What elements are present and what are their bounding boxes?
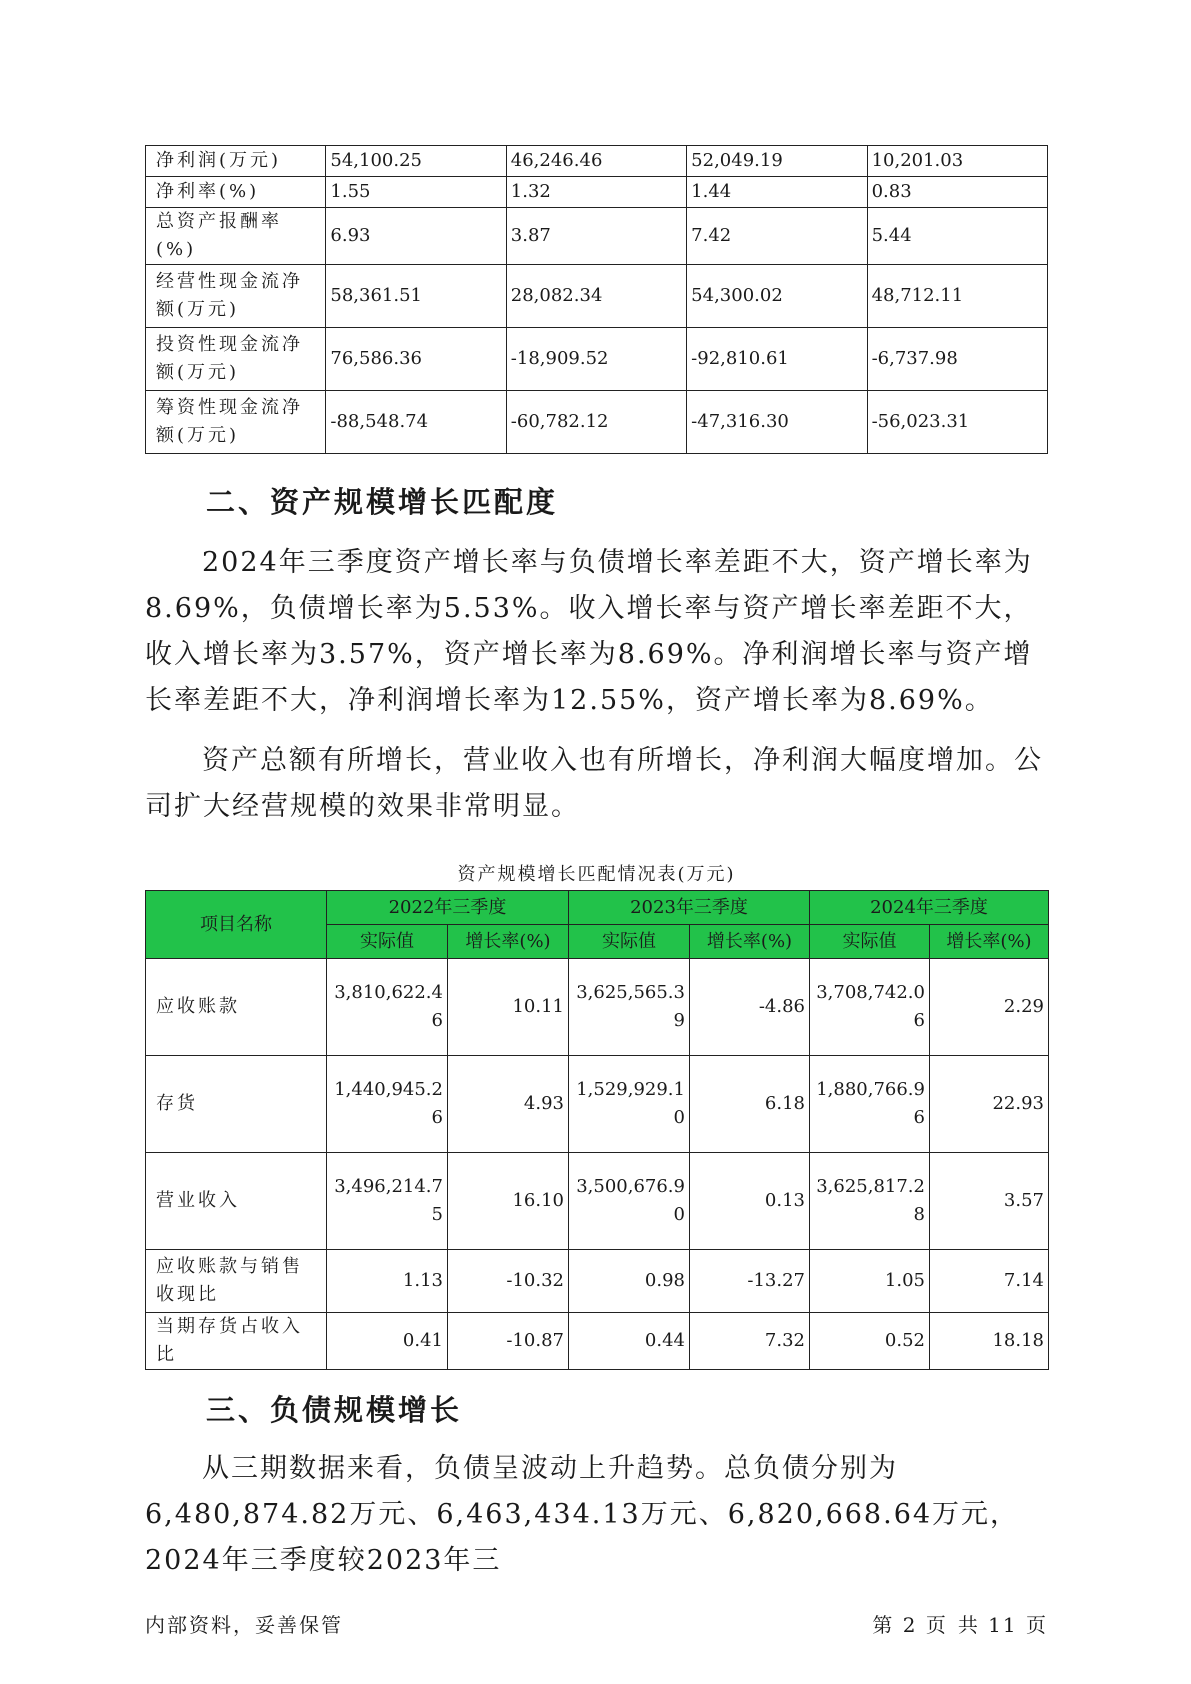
- cell-value: [569, 959, 690, 1056]
- cell-value-line: 6: [431, 1107, 443, 1128]
- cell-value-line: 6: [913, 1107, 925, 1128]
- table-row: [146, 265, 1048, 328]
- column-header: 实际值: [810, 925, 930, 959]
- cell-value: [810, 1056, 930, 1153]
- cell-value: 0.83: [867, 177, 1047, 208]
- cell-value: 22.93: [930, 1056, 1049, 1153]
- column-header: 增长率(%): [690, 925, 810, 959]
- cell-value: [569, 1153, 690, 1250]
- cell-value: [327, 1056, 448, 1153]
- asset-growth-match-table: [145, 890, 1049, 1370]
- cell-value: 5.44: [867, 208, 1047, 265]
- cell-value: 48,712.11: [867, 265, 1047, 328]
- row-label: 经营性现金流净额(万元): [146, 265, 326, 328]
- body-paragraph: 2024年三季度资产增长率与负债增长率差距不大，资产增长率为8.69%，负债增长率为5.53%。收入增长率与资产增长率差距不大，收入增长率为3.57%，资产增长率为8.69%。净利润增长率与资产增长率差距不大，净利润增长率为12.55%，资产增长率为8.69%。: [145, 547, 1033, 716]
- cell-value: -4.86: [690, 959, 810, 1056]
- cell-value: -10.87: [448, 1313, 569, 1370]
- cell-value-line: 0: [673, 1204, 685, 1225]
- column-header: 2023年三季度: [569, 891, 810, 925]
- cell-value-line: 9: [673, 1010, 685, 1031]
- table-caption: 资产规模增长匹配情况表(万元): [457, 864, 736, 885]
- cell-value-line: 3,625,817.2: [816, 1176, 925, 1197]
- cell-value: 6.18: [690, 1056, 810, 1153]
- row-label: 应收账款与销售收现比: [146, 1250, 327, 1313]
- cell-value: 0.52: [810, 1313, 930, 1370]
- row-label: 应收账款: [146, 959, 327, 1056]
- table-row: [146, 328, 1048, 391]
- cell-value: 0.98: [569, 1250, 690, 1313]
- page-number: [862, 1609, 1048, 1638]
- cell-value: -60,782.12: [506, 391, 686, 454]
- table-row: [146, 1250, 1049, 1313]
- confidential-note: 内部资料，妥善保管: [145, 1613, 343, 1637]
- cell-value: 10,201.03: [867, 146, 1047, 177]
- column-header: 2024年三季度: [810, 891, 1049, 925]
- cell-value: 28,082.34: [506, 265, 686, 328]
- cell-value: 18.18: [930, 1313, 1049, 1370]
- row-label: 投资性现金流净额(万元): [146, 328, 326, 391]
- cell-value-line: 5: [431, 1204, 443, 1225]
- cell-value: 1.05: [810, 1250, 930, 1313]
- cell-value-line: 8: [913, 1204, 925, 1225]
- cell-value: 58,361.51: [326, 265, 506, 328]
- cell-value-line: 1,440,945.2: [334, 1079, 443, 1100]
- cell-value: 7.32: [690, 1313, 810, 1370]
- column-header: 项目名称: [146, 891, 327, 959]
- row-label: 总资产报酬率(%): [146, 208, 326, 265]
- cell-value-line: 6: [431, 1010, 443, 1031]
- cell-value: 0.41: [327, 1313, 448, 1370]
- financial-summary-table: [145, 145, 1048, 454]
- row-label: 营业收入: [146, 1153, 327, 1250]
- page-total: 共 11 页: [957, 1613, 1048, 1637]
- cell-value: -18,909.52: [506, 328, 686, 391]
- table-row: [146, 391, 1048, 454]
- row-label: 净利润(万元): [146, 146, 326, 177]
- cell-value: 3.57: [930, 1153, 1049, 1250]
- cell-value: [569, 1056, 690, 1153]
- cell-value-line: 3,500,676.9: [576, 1176, 685, 1197]
- cell-value: 1.13: [327, 1250, 448, 1313]
- cell-value: 4.93: [448, 1056, 569, 1153]
- cell-value-line: 3,810,622.4: [334, 982, 443, 1003]
- cell-value: 2.29: [930, 959, 1049, 1056]
- cell-value: -56,023.31: [867, 391, 1047, 454]
- cell-value-line: 0: [673, 1107, 685, 1128]
- table-row: [146, 959, 1049, 1056]
- body-paragraph: 资产总额有所增长，营业收入也有所增长，净利润大幅度增加。公司扩大经营规模的效果非常明显。: [145, 745, 1043, 822]
- column-header: 增长率(%): [448, 925, 569, 959]
- page-current: 第 2 页: [872, 1613, 948, 1637]
- section-heading: 三、负债规模增长: [206, 1393, 463, 1427]
- cell-value: 76,586.36: [326, 328, 506, 391]
- cell-value: 54,100.25: [326, 146, 506, 177]
- cell-value: 7.42: [687, 208, 867, 265]
- row-label: 当期存货占收入比: [146, 1313, 327, 1370]
- cell-value: 1.44: [687, 177, 867, 208]
- cell-value-line: 3,625,565.3: [576, 982, 685, 1003]
- cell-value: 54,300.02: [687, 265, 867, 328]
- row-label: 净利率(%): [146, 177, 326, 208]
- table-row: [146, 1313, 1049, 1370]
- cell-value: 1.32: [506, 177, 686, 208]
- column-header: 实际值: [327, 925, 448, 959]
- cell-value: -88,548.74: [326, 391, 506, 454]
- table-header-row: [146, 891, 1049, 925]
- table-row: [146, 208, 1048, 265]
- table-row: [146, 1153, 1049, 1250]
- column-header: 增长率(%): [930, 925, 1049, 959]
- cell-value: 1.55: [326, 177, 506, 208]
- cell-value: -6,737.98: [867, 328, 1047, 391]
- cell-value: 6.93: [326, 208, 506, 265]
- cell-value: -13.27: [690, 1250, 810, 1313]
- body-paragraph: 从三期数据来看，负债呈波动上升趋势。总负债分别为6,480,874.82万元、6,463,434.13万元、6,820,668.64万元，2024年三季度较2023年三: [145, 1453, 1020, 1576]
- cell-value-line: 1,880,766.9: [816, 1079, 925, 1100]
- section-heading: 二、资产规模增长匹配度: [206, 485, 559, 519]
- table-row: [146, 1056, 1049, 1153]
- table-row: [146, 146, 1048, 177]
- cell-value: -92,810.61: [687, 328, 867, 391]
- cell-value: [327, 1153, 448, 1250]
- cell-value: [810, 1153, 930, 1250]
- cell-value-line: 6: [913, 1010, 925, 1031]
- cell-value: 46,246.46: [506, 146, 686, 177]
- cell-value: 52,049.19: [687, 146, 867, 177]
- cell-value: 3.87: [506, 208, 686, 265]
- table-row: [146, 177, 1048, 208]
- cell-value-line: 3,708,742.0: [816, 982, 925, 1003]
- cell-value: 16.10: [448, 1153, 569, 1250]
- cell-value: 10.11: [448, 959, 569, 1056]
- cell-value: -10.32: [448, 1250, 569, 1313]
- cell-value: [327, 959, 448, 1056]
- cell-value-line: 3,496,214.7: [334, 1176, 443, 1197]
- cell-value: 7.14: [930, 1250, 1049, 1313]
- cell-value-line: 1,529,929.1: [576, 1079, 685, 1100]
- row-label: 存货: [146, 1056, 327, 1153]
- column-header: 2022年三季度: [327, 891, 569, 925]
- cell-value: 0.44: [569, 1313, 690, 1370]
- cell-value: 0.13: [690, 1153, 810, 1250]
- cell-value: [810, 959, 930, 1056]
- row-label: 筹资性现金流净额(万元): [146, 391, 326, 454]
- column-header: 实际值: [569, 925, 690, 959]
- cell-value: -47,316.30: [687, 391, 867, 454]
